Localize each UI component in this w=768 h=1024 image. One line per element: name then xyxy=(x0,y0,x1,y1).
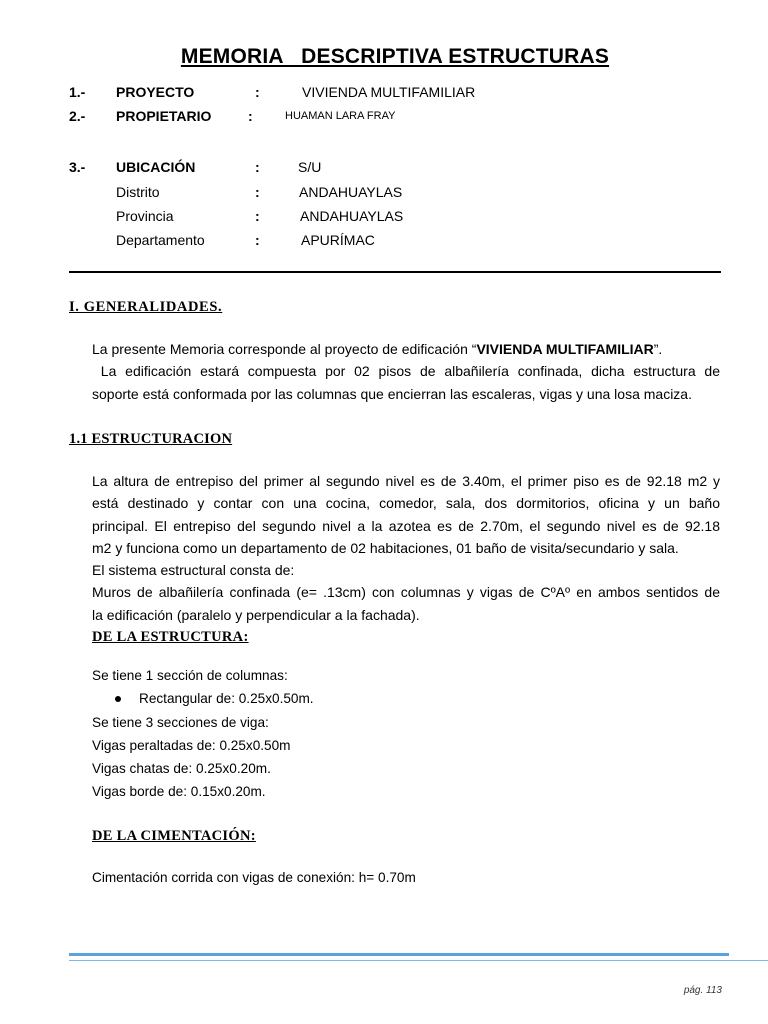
generalidades-line-1-post: ”. xyxy=(653,341,663,357)
cimentacion-heading: DE LA CIMENTACIÓN: xyxy=(92,828,256,844)
estructuracion-line-4: m2 y funciona como un departamento de 02 habitaciones, 01 baño de visita/secundario y sala. xyxy=(92,539,679,556)
distrito-label: Distrito xyxy=(116,184,160,200)
provincia-value: ANDAHUAYLAS xyxy=(300,208,404,224)
generalidades-line-2: La edificación estará compuesta por 02 pisos de albañilería confinada, dicha estructura de xyxy=(92,363,720,380)
cimentacion-text: Cimentación corrida con vigas de conexión: h= 0.70m xyxy=(92,870,416,885)
departamento-value: APURÍMAC xyxy=(301,232,375,248)
estructuracion-line-2: está destinado y contar con una cocina, comedor, sala, dos dormitorios, oficina y un baño xyxy=(92,495,720,512)
header-divider xyxy=(69,271,721,273)
estructura-heading: DE LA ESTRUCTURA: xyxy=(92,629,249,645)
item-number-2: 2.- xyxy=(69,108,86,124)
generalidades-line-1-pre: La presente Memoria corresponde al proyecto de edificación “ xyxy=(92,341,477,357)
provincia-label: Provincia xyxy=(116,208,174,224)
distrito-value: ANDAHUAYLAS xyxy=(299,184,403,200)
footer-rule xyxy=(69,953,729,956)
proyecto-separator: : xyxy=(255,84,260,100)
vigas-intro: Se tiene 3 secciones de viga: xyxy=(92,715,269,730)
item-number-3: 3.- xyxy=(69,159,86,175)
ubicacion-label: UBICACIÓN xyxy=(116,159,196,175)
item-number-1: 1.- xyxy=(69,84,86,100)
page-num: 13 xyxy=(710,985,722,996)
propietario-value: HUAMAN LARA FRAY xyxy=(285,110,396,122)
generalidades-paragraph xyxy=(92,338,720,405)
estructuracion-line-5: El sistema estructural consta de: xyxy=(92,562,295,579)
departamento-label: Departamento xyxy=(116,232,205,248)
footer-rule-thin xyxy=(69,960,768,961)
generalidades-line-3: soporte está conformada por las columnas que encierran las escaleras, vigas y una losa maciza. xyxy=(92,385,692,402)
viga-borde: Vigas borde de: 0.15x0.20m. xyxy=(92,784,266,799)
bullet-icon xyxy=(115,696,121,702)
distrito-separator: : xyxy=(255,184,260,200)
estructuracion-line-3: principal. El entrepiso del segundo nivel a la azotea es de 2.70m, el segundo nivel es de 92.18 xyxy=(92,517,720,534)
page-number xyxy=(684,985,722,996)
ubicacion-separator: : xyxy=(255,159,260,175)
estructuracion-paragraph xyxy=(92,470,720,626)
departamento-separator: : xyxy=(255,232,260,248)
provincia-separator: : xyxy=(255,208,260,224)
viga-peraltada: Vigas peraltadas de: 0.25x0.50m xyxy=(92,738,291,753)
estructuracion-heading: 1.1 ESTRUCTURACION xyxy=(69,431,233,447)
generalidades-line-1 xyxy=(92,338,720,360)
propietario-label: PROPIETARIO xyxy=(116,108,212,124)
proyecto-label: PROYECTO xyxy=(116,84,195,100)
project-name-bold: VIVIENDA MULTIFAMILIAR xyxy=(476,341,654,357)
ubicacion-value: S/U xyxy=(298,159,322,175)
proyecto-value: VIVIENDA MULTIFAMILIAR xyxy=(302,84,476,100)
viga-chata: Vigas chatas de: 0.25x0.20m. xyxy=(92,761,271,776)
estructuracion-line-6: Muros de albañilería confinada (e= .13cm) con columnas y vigas de CºAº en ambos sentidos de xyxy=(92,584,720,601)
estructuracion-line-1: La altura de entrepiso del primer al segundo nivel es de 3.40m, el primer piso es de 92.18 m2 y xyxy=(92,473,720,489)
columnas-intro: Se tiene 1 sección de columnas: xyxy=(92,668,288,683)
page-label: pág. 1 xyxy=(683,985,711,996)
columna-rectangular: Rectangular de: 0.25x0.50m. xyxy=(139,691,314,706)
propietario-separator: : xyxy=(248,108,253,124)
document-title: MEMORIA DESCRIPTIVA ESTRUCTURAS xyxy=(180,45,610,68)
estructuracion-line-7: la edificación (paralelo y perpendicular a la fachada). xyxy=(92,606,420,623)
generalidades-heading: I. GENERALIDADES. xyxy=(69,299,223,315)
